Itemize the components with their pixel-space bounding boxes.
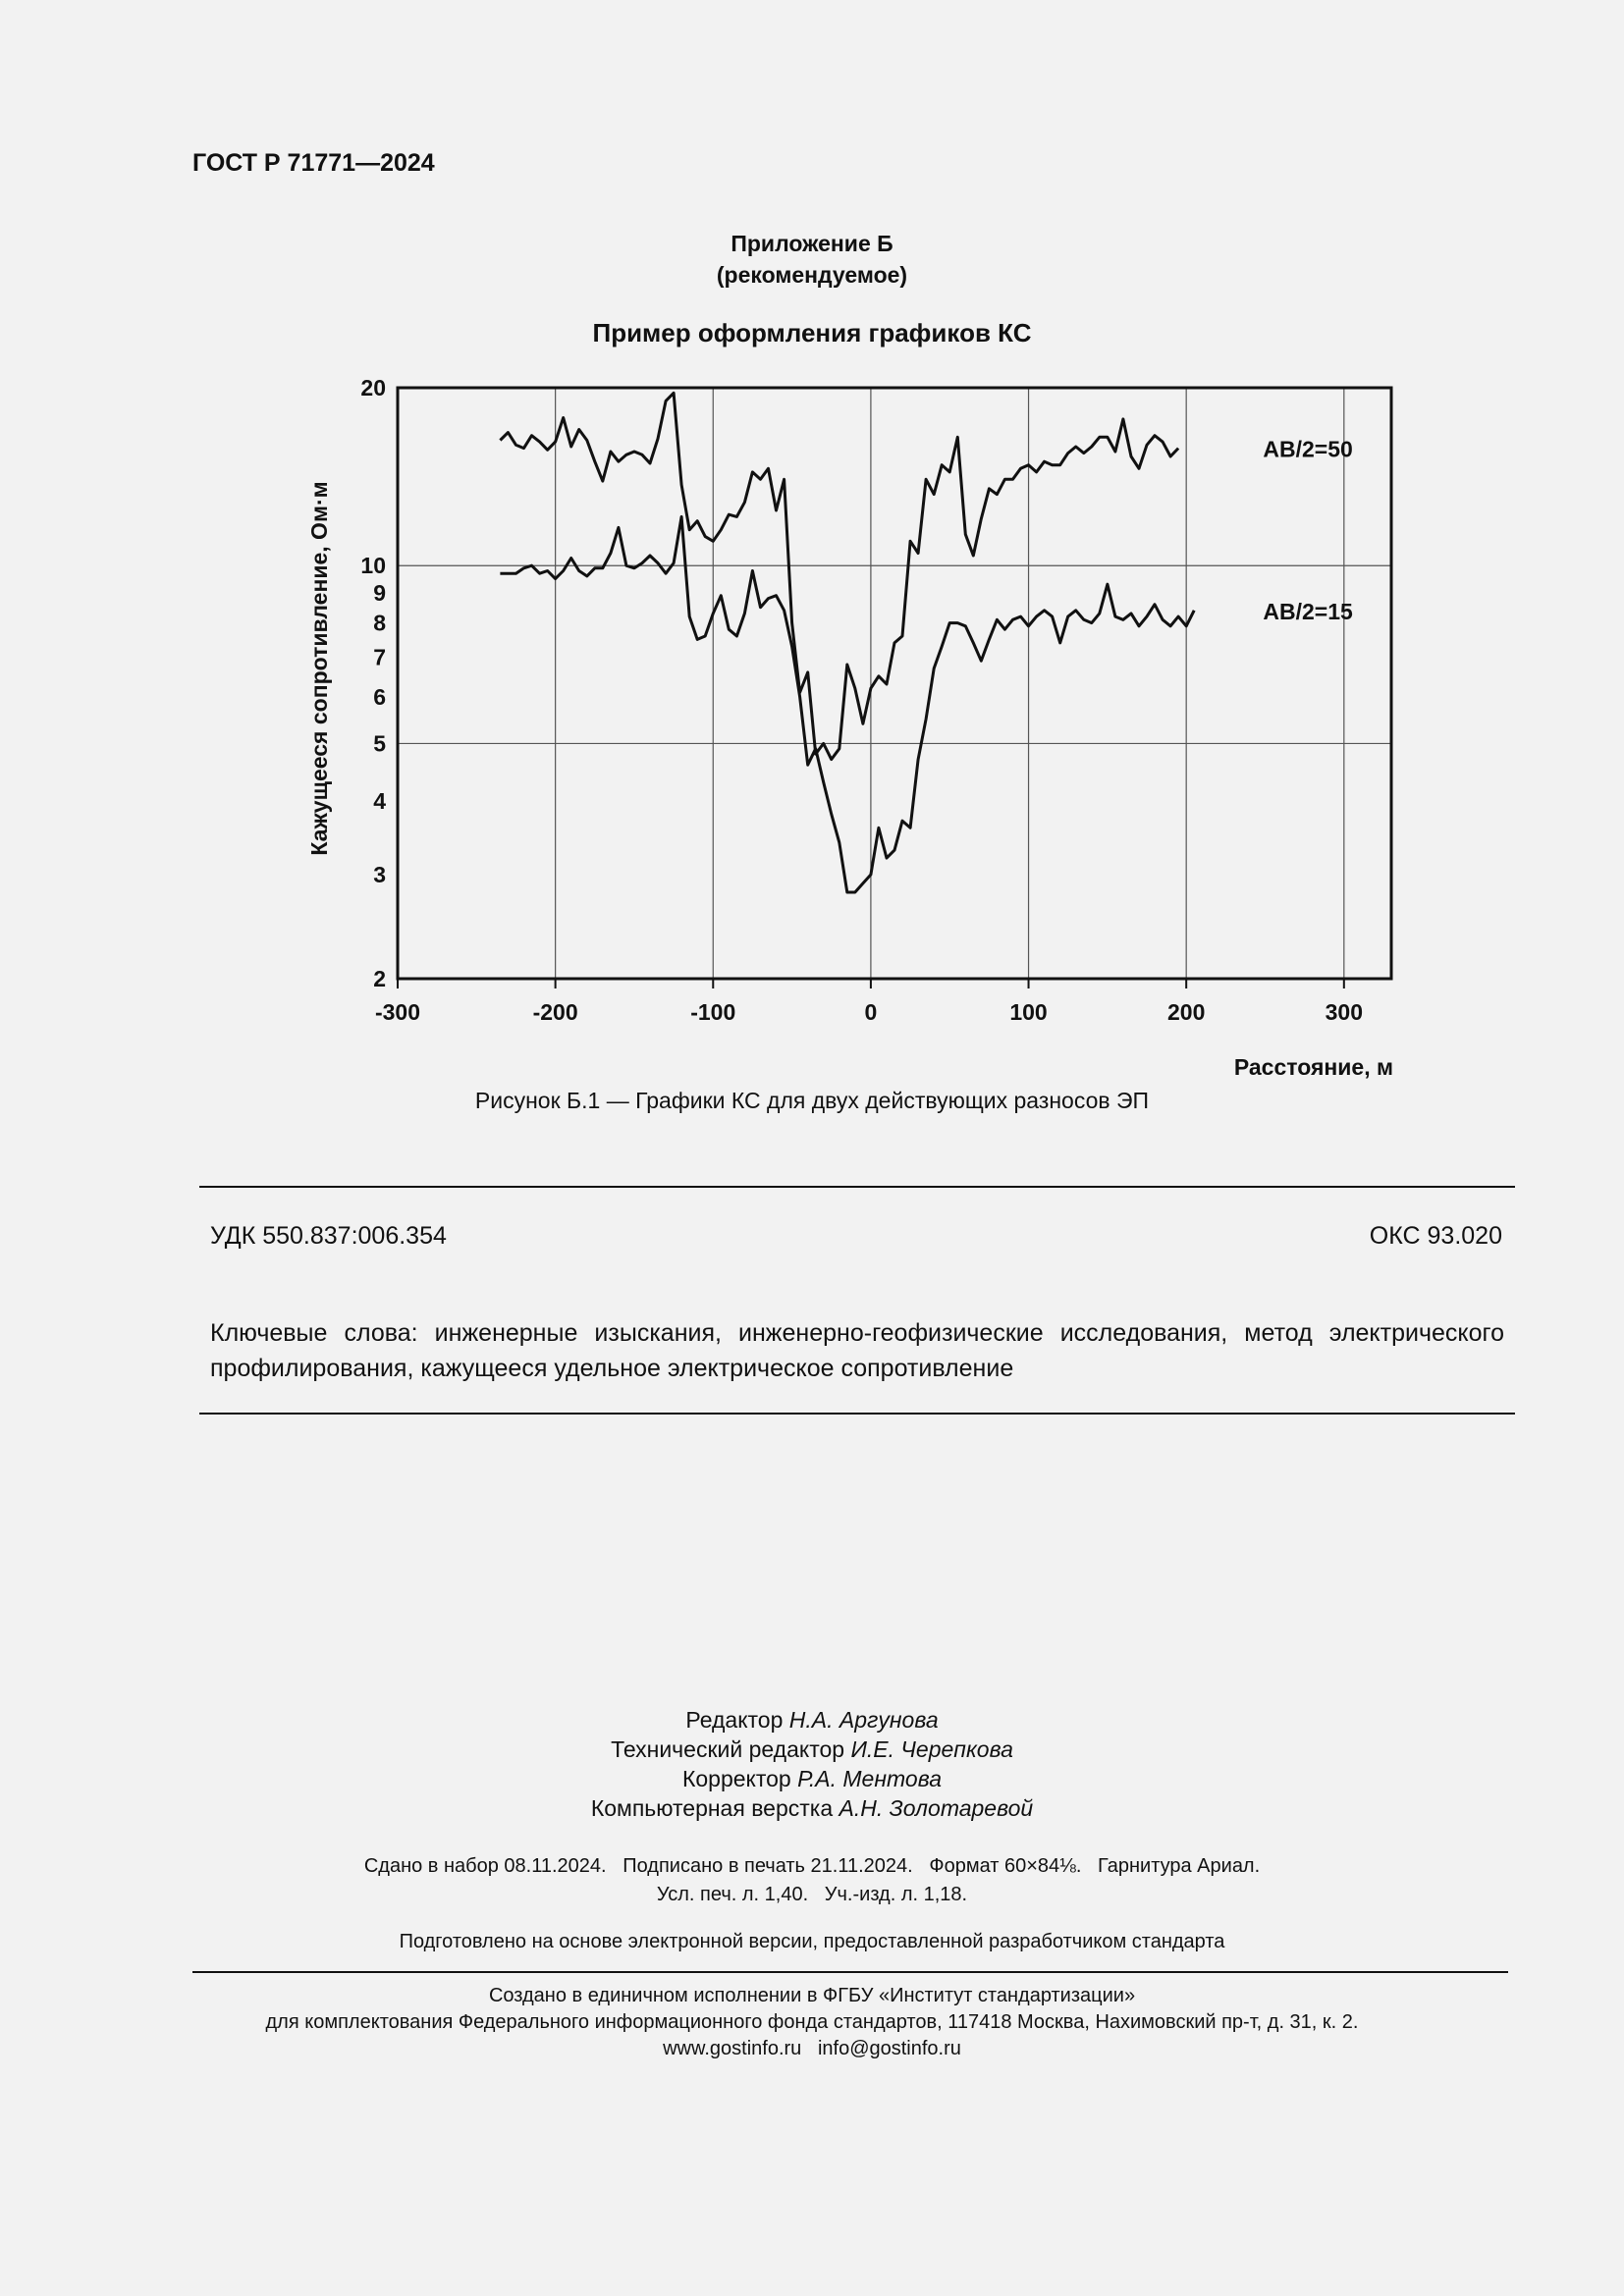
- staff-layout: Компьютерная верстка А.Н. Золотаревой: [590, 1795, 1034, 1821]
- footer-line-1: Создано в единичном исполнении в ФГБУ «Институт стандартизации»: [488, 1985, 1136, 2006]
- document-code: ГОСТ Р 71771—2024: [192, 149, 435, 177]
- resistivity-chart: [295, 373, 1424, 1080]
- x-tick-label: -300: [374, 999, 421, 1025]
- y-tick-label: 3: [373, 861, 386, 887]
- staff-list: [0, 1705, 1624, 1823]
- publishing-line-2: Усл. печ. л. 1,40. Уч.-изд. л. 1,18.: [656, 1884, 968, 1905]
- x-tick-label: -200: [532, 999, 578, 1025]
- y-tick-label: 10: [360, 553, 386, 579]
- divider-top: [199, 1186, 1515, 1188]
- plot-frame: [398, 388, 1391, 979]
- publishing-info: [0, 1852, 1624, 1909]
- x-axis-label: Расстояние, м: [1233, 1054, 1393, 1080]
- staff-corrector: Корректор Р.А. Ментова: [681, 1766, 942, 1791]
- x-tick-label: 300: [1325, 999, 1363, 1025]
- y-tick-label: 8: [373, 610, 386, 636]
- series-label: AB/2=15: [1263, 598, 1353, 624]
- y-axis-label: Кажущееся сопротивление, Ом·м: [306, 481, 332, 856]
- series-line-ab50: [500, 393, 1178, 759]
- footer: [0, 1983, 1624, 2062]
- y-tick-label: 4: [373, 787, 386, 814]
- footer-divider: [192, 1971, 1508, 1973]
- prepared-note: Подготовлено на основе электронной версии, предоставленной разработчиком стандарта: [399, 1931, 1225, 1952]
- appendix-subtitle: (рекомендуемое): [716, 262, 908, 288]
- figure-caption: Рисунок Б.1 — Графики КС для двух действующих разносов ЭП: [474, 1088, 1150, 1113]
- series-label: AB/2=50: [1263, 436, 1353, 462]
- series-line-ab15: [500, 516, 1194, 892]
- divider-bottom: [199, 1413, 1515, 1415]
- figure-title: Пример оформления графиков КС: [592, 318, 1032, 347]
- x-tick-label: -100: [690, 999, 736, 1025]
- x-tick-label: 100: [1009, 999, 1048, 1025]
- keywords: Ключевые слова: инженерные изыскания, инженерно-геофизические исследования, метод электрического профилирования, кажущееся удельное электрическое сопротивление: [210, 1319, 1504, 1382]
- y-tick-label: 20: [360, 375, 386, 400]
- oks-code: ОКС 93.020: [1369, 1222, 1502, 1250]
- y-tick-label: 6: [373, 683, 386, 710]
- y-tick-label: 7: [373, 644, 386, 670]
- x-tick-label: 200: [1166, 999, 1206, 1025]
- y-tick-label: 9: [373, 579, 386, 606]
- publishing-line-1: Сдано в набор 08.11.2024. Подписано в печать 21.11.2024. Формат 60×84⅛. Гарнитура Ариал.: [363, 1855, 1261, 1877]
- footer-line-2: для комплектования Федерального информационного фонда стандартов, 117418 Москва, Нахимовский пр-т, д. 31, к. 2.: [265, 2011, 1359, 2033]
- x-tick-label: 0: [864, 999, 878, 1025]
- udc-code: УДК 550.837:006.354: [210, 1222, 447, 1250]
- y-tick-label: 5: [373, 730, 386, 757]
- staff-editor: Редактор Н.А. Аргунова: [685, 1707, 939, 1733]
- y-tick-label: 2: [373, 966, 386, 991]
- appendix-heading: [0, 228, 1624, 291]
- appendix-title: Приложение Б: [731, 231, 893, 256]
- staff-tech-editor: Технический редактор И.Е. Черепкова: [611, 1736, 1013, 1762]
- footer-links: www.gostinfo.ru info@gostinfo.ru: [663, 2038, 961, 2059]
